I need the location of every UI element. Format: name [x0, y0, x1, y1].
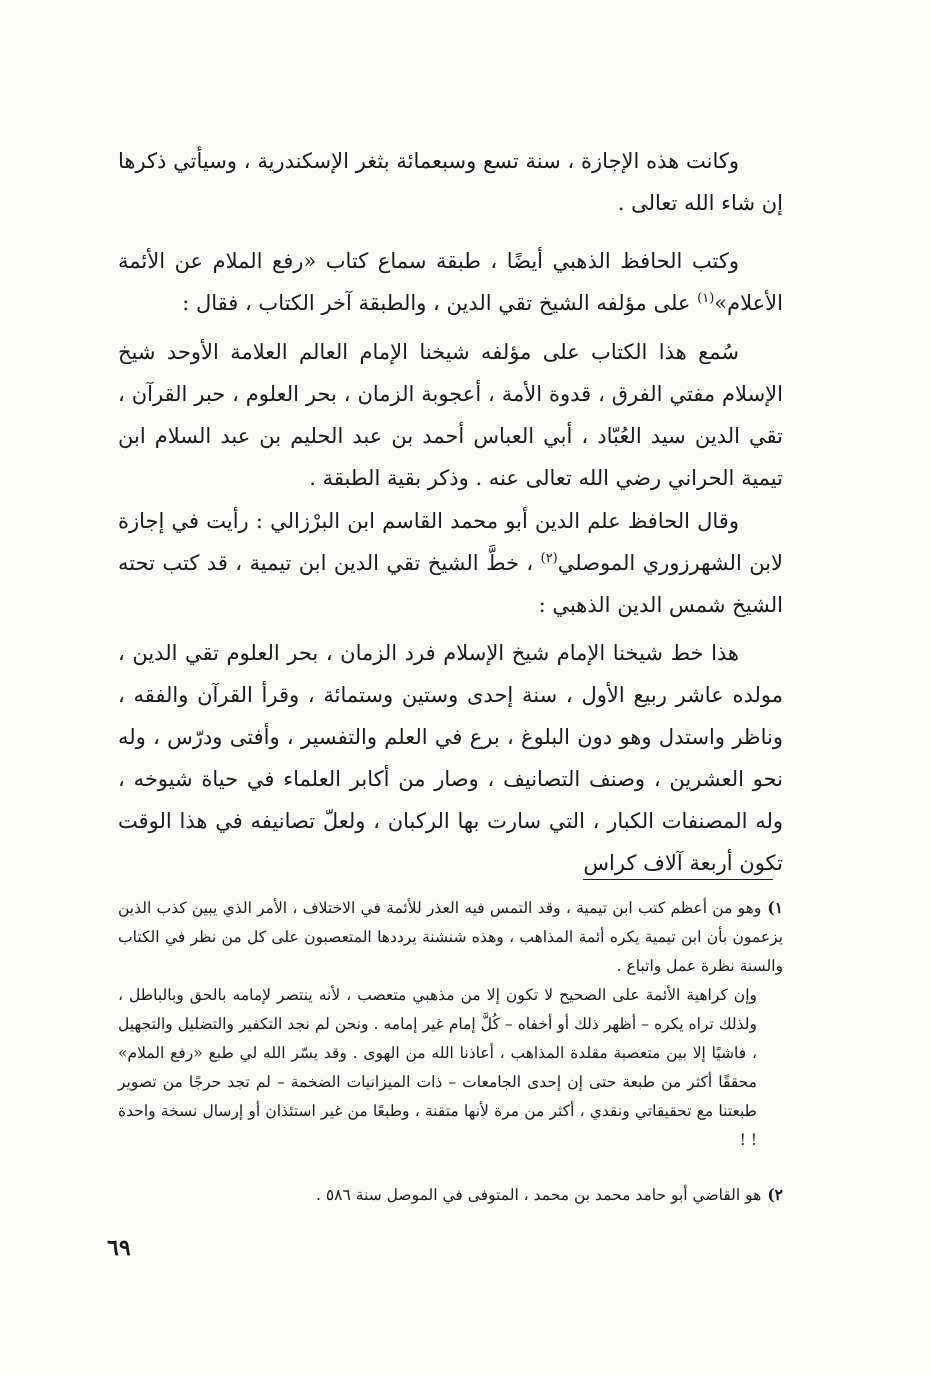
paragraph-4	[118, 500, 783, 626]
footnote-1	[118, 893, 783, 1155]
paragraph-1-text: وكانت هذه الإجازة ، سنة تسع وسبعمائة بثغر الإسكندرية ، وسيأتي ذكرها إن شاء الله تعالى .	[118, 149, 783, 215]
paragraph-5	[118, 632, 783, 884]
footnote-1-number: ١)	[767, 898, 783, 917]
paragraph-2	[118, 240, 783, 324]
paragraph-3-text: سُمع هذا الكتاب على مؤلفه شيخنا الإمام العالم العلامة الأوحد شيخ الإسلام مفتي الفرق ، قدوة الأمة ، أعجوبة الزمان ، بحر العلوم ، حبر القرآن ، تقي الدين سيد العُبّاد ، أبي العباس أحمد بن عبد الحليم بن عبد السلام ابن تيمية الحراني رضي الله تعالى عنه . وذكر بقية الطبقة .	[118, 340, 783, 490]
paragraph-3	[118, 331, 783, 499]
paragraph-2-text-b: على مؤلفه الشيخ تقي الدين ، والطبقة آخر الكتاب ، فقال :	[182, 291, 698, 315]
footnote-1-text-b: وإن كراهية الأئمة على الصحيح لا تكون إلا من مذهبي متعصب ، لأنه ينتصر لإمامه بالحق وبالباطل ، ولذلك تراه يكره – أظهر ذلك أو أخفاه – كُلَّ إمام غير إمامه . ونحن لم نجد التكفير والتضليل والتجهيل ، فاشيًا إلا بين متعصبة مقلدة المذاهب ، أعاذنا الله من الهوى . وقد يسّر الله لي طبع «رفع الملام» محققًا أكثر من طبعة حتى إن إحدى الجامعات – ذات الميزانيات الضخمة – لم تجد حرجًا من تصوير طبعتنا مع تحقيقاتي ونقدي ، أكثر من مرة لأنها متقنة ، وطبعًا من غير استئذان أو إرسال نسخة واحدة ! !	[118, 986, 757, 1149]
paragraph-4-text-a: وقال الحافظ علم الدين أبو محمد القاسم ابن البرْزالي : رأيت في إجازة لابن الشهرزوري الموصلي	[118, 509, 783, 575]
page-number: ٦٩	[107, 1235, 131, 1261]
paragraph-4-text-b: ، خطَّ الشيخ تقي الدين ابن تيمية ، قد كتب تحته الشيخ شمس الدين الذهبي :	[118, 551, 783, 617]
footnote-1-text-a: وهو من أعظم كتب ابن تيمية ، وقد التمس فيه العذر للأئمة في الاختلاف ، الأمر الذي يبين كذب الذين يزعمون بأن ابن تيمية يكره أئمة المذاهب ، وهذه شنشنة يرددها المتعصبون على كل من نظر في الكتاب والسنة نظرة عمل واتباع .	[118, 899, 783, 975]
paragraph-2-text-a: وكتب الحافظ الذهبي أيضًا ، طبقة سماع كتاب «رفع الملام عن الأئمة الأعلام»	[118, 249, 783, 315]
footnote-2-text: هو القاضي أبو حامد محمد بن محمد ، المتوفى في الموصل سنة ٥٨٦ .	[316, 1186, 762, 1204]
paragraph-1	[118, 140, 783, 224]
paragraph-5-text: هذا خط شيخنا الإمام شيخ الإسلام فرد الزمان ، بحر العلوم تقي الدين ، مولده عاشر ربيع الأول ، سنة إحدى وستين وستمائة ، وقرأ القرآن والفقه ، وناظر واستدل وهو دون البلوغ ، برع في العلم والتفسير ، وأفتى ودرّس ، وله نحو العشرين ، وصنف التصانيف ، وصار من أكابر العلماء في حياة شيوخه ، وله المصنفات الكبار ، التي سارت بها الركبان ، ولعلّ تصانيفه في هذا الوقت تكون أربعة آلاف كراس	[118, 641, 783, 875]
footnote-divider	[583, 879, 773, 880]
footnote-2-number: ٢)	[767, 1185, 783, 1204]
footnote-2	[118, 1180, 783, 1210]
footnote-ref-1: (١)	[697, 291, 715, 306]
footnote-ref-2: (٢)	[540, 551, 558, 566]
